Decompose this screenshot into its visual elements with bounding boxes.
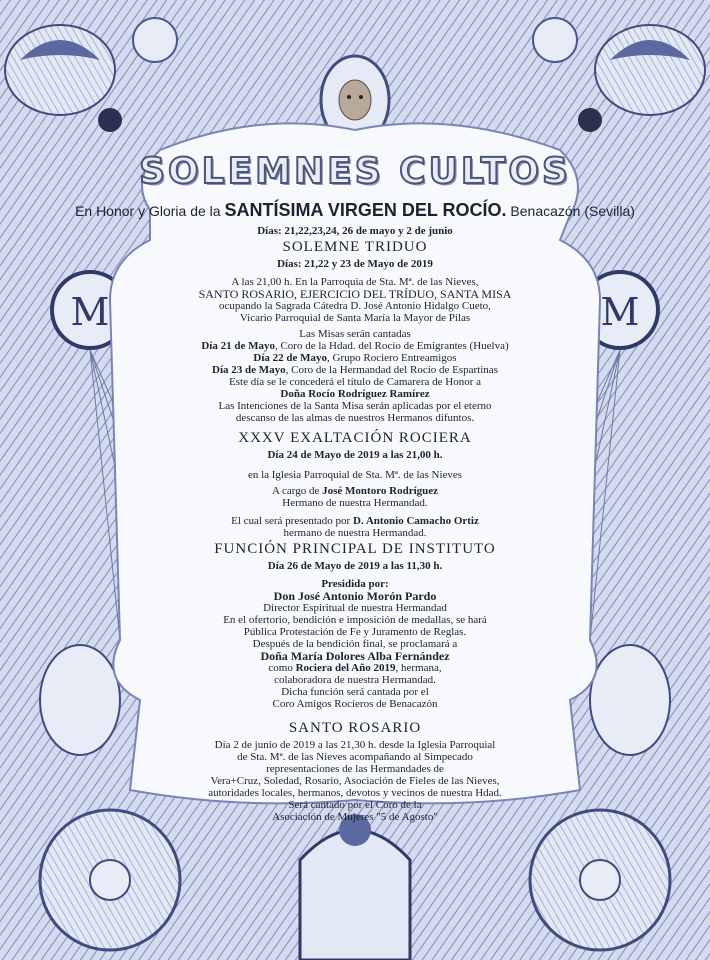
cargo-name: José Montoro Rodríguez	[322, 485, 439, 497]
exaltacion-title: XXXV EXALTACIÓN ROCIERA	[238, 430, 472, 446]
misa-day: Día 23 de Mayo	[212, 364, 286, 376]
presidente-name: Don José Antonio Morón Pardo	[273, 589, 437, 603]
misas-intro: Las Misas serán cantadas	[299, 328, 411, 340]
funcion-line: Pública Protestación de Fe y Juramento de Reglas.	[243, 626, 467, 638]
rociera-post: , hermana,	[395, 662, 442, 674]
misa-item	[120, 352, 590, 364]
funcion-line: Después de la bendición final, se proclamará a	[252, 638, 458, 650]
main-title: SOLEMNES CULTOS	[139, 151, 571, 192]
rosario-line: Vera+Cruz, Soledad, Rosario, Asociación de Fieles de las Nieves,	[210, 775, 500, 787]
misa-day: Día 22 de Mayo	[253, 352, 328, 364]
misa-text: , Coro de la Hdad. del Rocío de Emigrantes (Huelva)	[274, 340, 509, 352]
triduo-line: ocupando la Sagrada Cátedra D. José Antonio Hidalgo Cueto,	[219, 300, 491, 312]
top-cherub-right	[533, 18, 577, 62]
cargo-pre: A cargo de	[271, 485, 320, 497]
misa-item	[120, 364, 590, 376]
intenciones-line: descanso de las almas de nuestros Hermanos difuntos.	[235, 412, 475, 424]
funcion-title: FUNCIÓN PRINCIPAL DE INSTITUTO	[214, 541, 496, 557]
canto-line: Dicha función será cantada por el	[281, 686, 429, 698]
canto-line: Coro Amigos Rocieros de Benacazón	[272, 698, 438, 710]
bottom-left-wheel-ornament	[40, 810, 180, 950]
exaltacion-cargo	[120, 485, 590, 497]
triduo-title: SOLEMNE TRIDUO	[282, 239, 428, 255]
right-kneeling-figure	[590, 645, 670, 755]
rosario-line: autoridades locales, hermanos, devotos y vecinos de nuestra Hdad.	[208, 787, 502, 799]
rociera-line	[120, 662, 590, 674]
camarera-line: Este día se le concederá el título de Camarera de Honor a	[229, 376, 481, 388]
honor-pre: En Honor y Gloria de la	[75, 203, 221, 219]
exaltacion-presentado	[120, 515, 590, 527]
triduo-line: Vicario Parroquial de Santa María la Mayor de Pilas	[239, 312, 471, 324]
exaltacion-lugar: en la Iglesia Parroquial de Sta. Mª. de las Nieves	[247, 469, 463, 481]
rociera-name: Doña María Dolores Alba Fernández	[260, 649, 450, 663]
misa-item	[120, 340, 590, 352]
svg-text:M: M	[70, 290, 110, 334]
grape-cluster-left	[98, 108, 122, 132]
svg-text:M: M	[600, 290, 640, 334]
honor-place: Benacazón (Sevilla)	[510, 203, 635, 219]
presidente-role: Director Espiritual de nuestra Hermandad	[263, 602, 447, 614]
rociera-title: Rociera del Año 2019	[295, 662, 396, 674]
presentado-role: hermano de nuestra Hermandad.	[283, 527, 427, 539]
honor-line	[50, 200, 660, 221]
rosario-line: de Sta. Mª. de las Nieves acompañando al Simpecado	[237, 751, 473, 763]
presentado-name: D. Antonio Camacho Ortiz	[352, 515, 479, 527]
top-left-angel-ornament	[5, 25, 115, 115]
presentado-pre: El cual será presentado por	[231, 515, 351, 527]
misa-text: , Coro de la Hermandad del Rocío de Espartinas	[285, 364, 498, 376]
rociera-pre: como	[268, 662, 293, 674]
rosario-title: SANTO ROSARIO	[288, 720, 422, 736]
rosario-line: Día 2 de junio de 2019 a las 21,30 h. desde la Iglesia Parroquial	[214, 739, 496, 751]
intenciones-line: Las Intenciones de la Santa Misa serán aplicadas por el eterno	[218, 400, 492, 412]
grape-cluster-right	[578, 108, 602, 132]
funcion-line: En el ofertorio, bendición e imposición de medallas, se hará	[223, 614, 487, 626]
rociera-role: colaboradora de nuestra Hermandad.	[274, 674, 436, 686]
misa-day: Día 21 de Mayo	[201, 340, 275, 352]
cargo-role: Hermano de nuestra Hermandad.	[282, 497, 428, 509]
dias-general: Días: 21,22,23,24, 26 de mayo y 2 de junio	[257, 225, 453, 237]
left-kneeling-figure	[40, 645, 120, 755]
poster-content	[75, 150, 635, 823]
triduo-dias: Días: 21,22 y 23 de Mayo de 2019	[277, 258, 433, 270]
triduo-line: SANTO ROSARIO, EJERCICIO DEL TRÍDUO, SANTA MISA	[198, 287, 512, 301]
rosario-line: Será cantado por el Coro de la	[288, 799, 422, 811]
presidida-label: Presidida por:	[321, 578, 389, 590]
honor-name: SANTÍSIMA VIRGEN DEL ROCÍO.	[224, 200, 507, 220]
exaltacion-dia: Día 24 de Mayo de 2019 a las 21,00 h.	[267, 449, 443, 461]
rosario-line: representaciones de las Hermandades de	[266, 763, 444, 775]
top-right-angel-ornament	[595, 25, 705, 115]
rosario-line: Asociación de Mujeres "5 de Agosto"	[272, 811, 438, 823]
bottom-right-wheel-ornament	[530, 810, 670, 950]
camarera-name: Doña Rocío Rodríguez Ramírez	[280, 388, 430, 400]
top-cherub-left	[133, 18, 177, 62]
funcion-dia: Día 26 de Mayo de 2019 a las 11,30 h.	[267, 560, 443, 572]
misa-text: , Grupo Rociero Entreamigos	[327, 352, 457, 364]
triduo-line: A las 21,00 h. En la Parroquia de Sta. Mª. de las Nieves,	[231, 276, 479, 288]
